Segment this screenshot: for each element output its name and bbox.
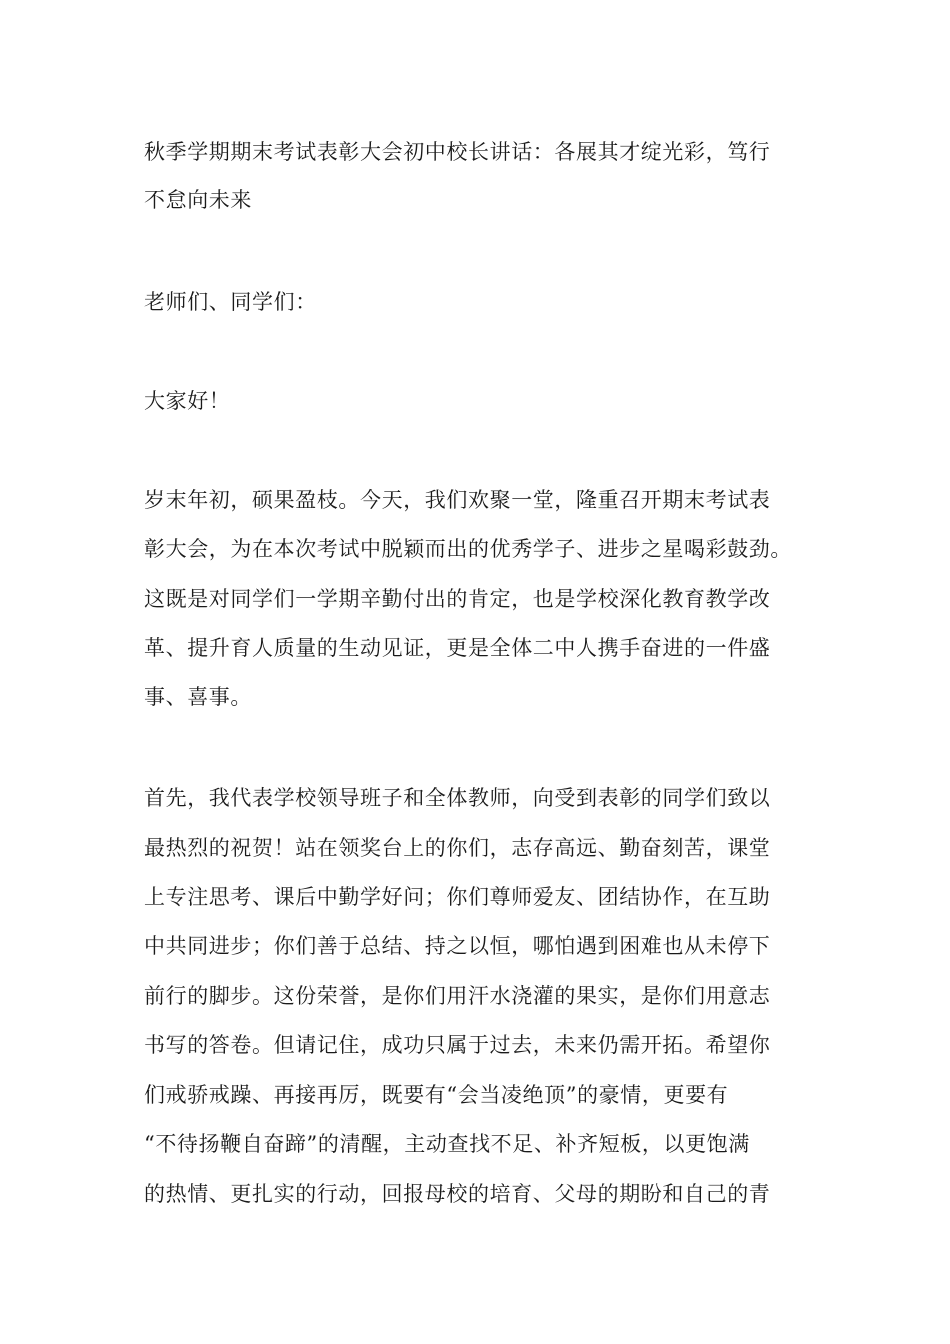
greeting: 大家好！ [144,389,231,413]
salutation: 老师们、同学们： [144,290,317,314]
paragraph-2-line-1: 首先，我代表学校领导班子和全体教师，向受到表彰的同学们致以 [144,786,771,810]
paragraph-2-line-5: 前行的脚步。这份荣誉，是你们用汗水浇灌的果实，是你们用意志 [144,984,771,1008]
paragraph-1-line-3: 这既是对同学们一学期辛勤付出的肯定，也是学校深化教育教学改 [144,587,771,611]
paragraph-2-line-9: 的热情、更扎实的行动，回报母校的培育、父母的期盼和自己的青 [144,1182,771,1206]
paragraph-2-line-2: 最热烈的祝贺！站在领奖台上的你们，志存高远、勤奋刻苦，课堂 [144,836,771,860]
paragraph-2-line-3: 上专注思考、课后中勤学好问；你们尊师爱友、团结协作，在互助 [144,885,771,909]
paragraph-1-line-5: 事、喜事。 [144,685,252,709]
title-line-2: 不怠向未来 [144,188,252,212]
paragraph-1-line-4: 革、提升育人质量的生动见证，更是全体二中人携手奋进的一件盛 [144,636,771,660]
paragraph-2-line-6: 书写的答卷。但请记住，成功只属于过去，未来仍需开拓。希望你 [144,1033,771,1057]
paragraph-2-line-4: 中共同进步；你们善于总结、持之以恒，哪怕遇到困难也从未停下 [144,934,771,958]
paragraph-2-line-7: 们戒骄戒躁、再接再厉，既要有“会当凌绝顶”的豪情，更要有 [144,1083,729,1107]
paragraph-1-line-2: 彰大会，为在本次考试中脱颖而出的优秀学子、进步之星喝彩鼓劲。 [144,537,792,561]
paragraph-2-line-8: “不待扬鞭自奋蹄”的清醒，主动查找不足、补齐短板，以更饱满 [144,1132,750,1156]
paragraph-1-line-1: 岁末年初，硕果盈枝。今天，我们欢聚一堂，隆重召开期末考试表 [144,488,771,512]
title-line-1: 秋季学期期末考试表彰大会初中校长讲话：各展其才绽光彩，笃行 [144,140,771,164]
